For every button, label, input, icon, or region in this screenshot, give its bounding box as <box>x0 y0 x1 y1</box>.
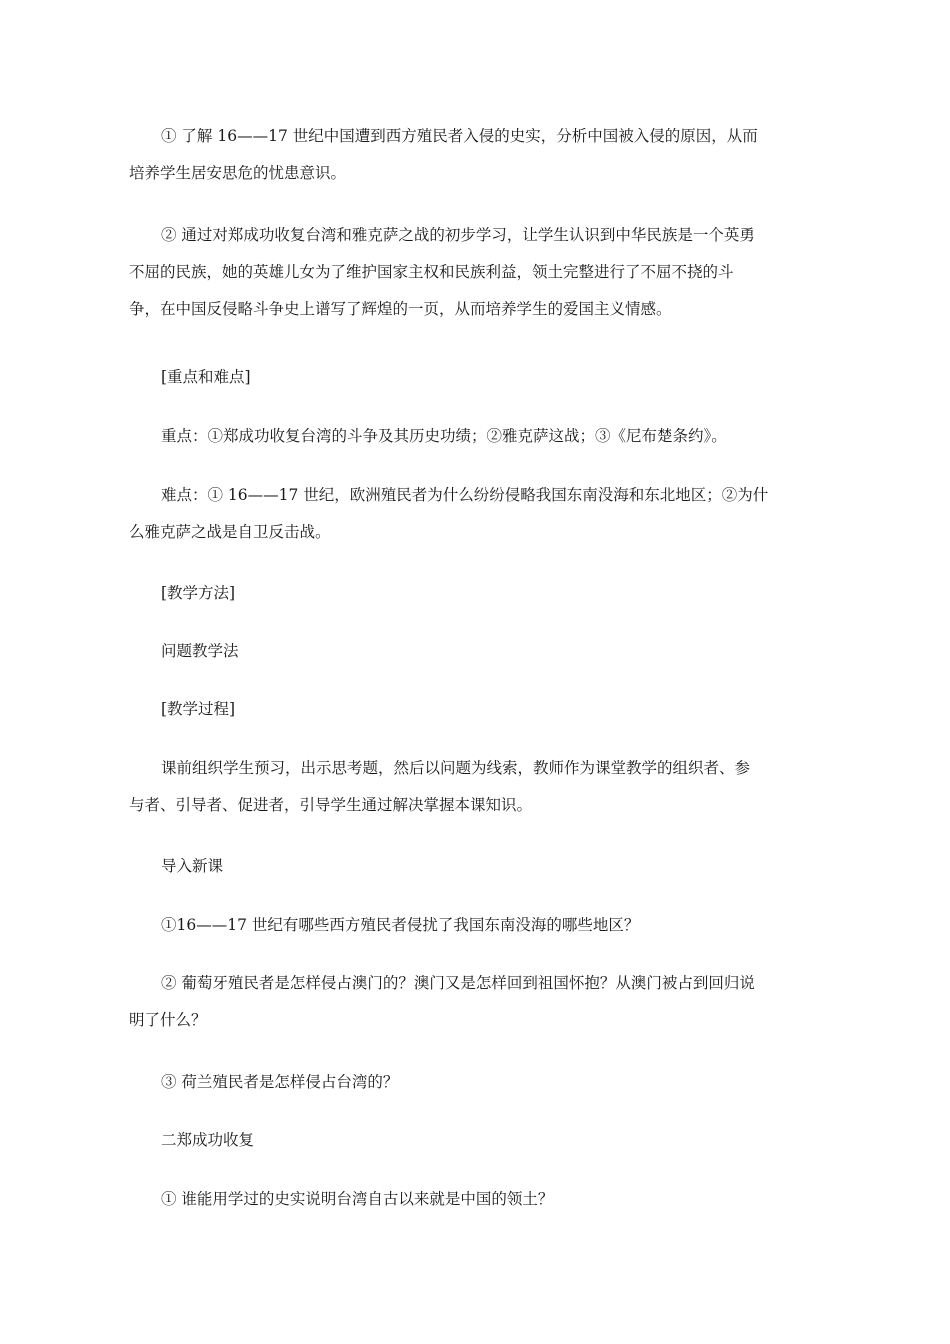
text-line: 明了什么？ <box>129 1011 207 1029</box>
paragraph-question-4 <box>145 1181 805 1218</box>
paragraph-difficult-points <box>129 477 805 551</box>
text-line: ① 了解 16——17 世纪中国遭到西方殖民者入侵的史实，分析中国被入侵的原因，从而 <box>161 127 758 145</box>
text-line: 课前组织学生预习，出示思考题，然后以问题为线索，教师作为课堂教学的组织者、参 <box>161 759 751 777</box>
text-line: 二郑成功收复 <box>161 1131 255 1149</box>
paragraph-question-1 <box>145 907 805 944</box>
paragraph-method <box>145 633 805 670</box>
paragraph-objective-1 <box>129 118 805 192</box>
text-line: 难点：① 16——17 世纪，欧洲殖民者为什么纷纷侵略我国东南没海和东北地区；②为什 <box>161 486 769 504</box>
text-line: ①16——17 世纪有哪些西方殖民者侵扰了我国东南没海的哪些地区？ <box>161 916 640 934</box>
paragraph-key-points <box>145 418 805 455</box>
text-line: [教学方法] <box>161 584 236 602</box>
paragraph-intro <box>145 848 805 885</box>
section-heading-key-difficult <box>145 359 805 396</box>
text-line: 与者、引导者、促进者，引导学生通过解决掌握本课知识。 <box>129 796 533 814</box>
text-line: ② 葡萄牙殖民者是怎样侵占澳门的？澳门又是怎样回到祖国怀抱？从澳门被占到回归说 <box>161 974 755 992</box>
paragraph-objective-2 <box>129 217 805 328</box>
section-heading-method <box>145 575 805 612</box>
text-line: 么雅克萨之战是自卫反击战。 <box>129 523 331 541</box>
paragraph-process <box>129 750 805 824</box>
paragraph-question-2 <box>129 965 805 1039</box>
paragraph-question-3 <box>145 1064 805 1101</box>
text-line: 导入新课 <box>161 857 224 875</box>
text-line: 培养学生居安思危的忧患意识。 <box>129 164 347 182</box>
text-line: 问题教学法 <box>161 642 239 660</box>
text-line: 不屈的民族，她的英雄儿女为了维护国家主权和民族利益，领土完整进行了不屈不挠的斗 <box>129 263 734 281</box>
text-line: ① 谁能用学过的史实说明台湾自古以来就是中国的领土？ <box>161 1190 554 1208</box>
text-line: ③ 荷兰殖民者是怎样侵占台湾的？ <box>161 1073 399 1091</box>
text-line: 争，在中国反侵略斗争史上谱写了辉煌的一页，从而培养学生的爱国主义情感。 <box>129 300 672 318</box>
text-line: ② 通过对郑成功收复台湾和雅克萨之战的初步学习，让学生认识到中华民族是一个英勇 <box>161 226 755 244</box>
section-heading-process <box>145 691 805 728</box>
text-line: [教学过程] <box>161 700 236 718</box>
text-line: [重点和难点] <box>161 368 251 386</box>
section-heading-2 <box>145 1122 805 1159</box>
text-line: 重点：①郑成功收复台湾的斗争及其历史功绩；②雅克萨这战；③《尼布楚条约》。 <box>161 427 727 445</box>
